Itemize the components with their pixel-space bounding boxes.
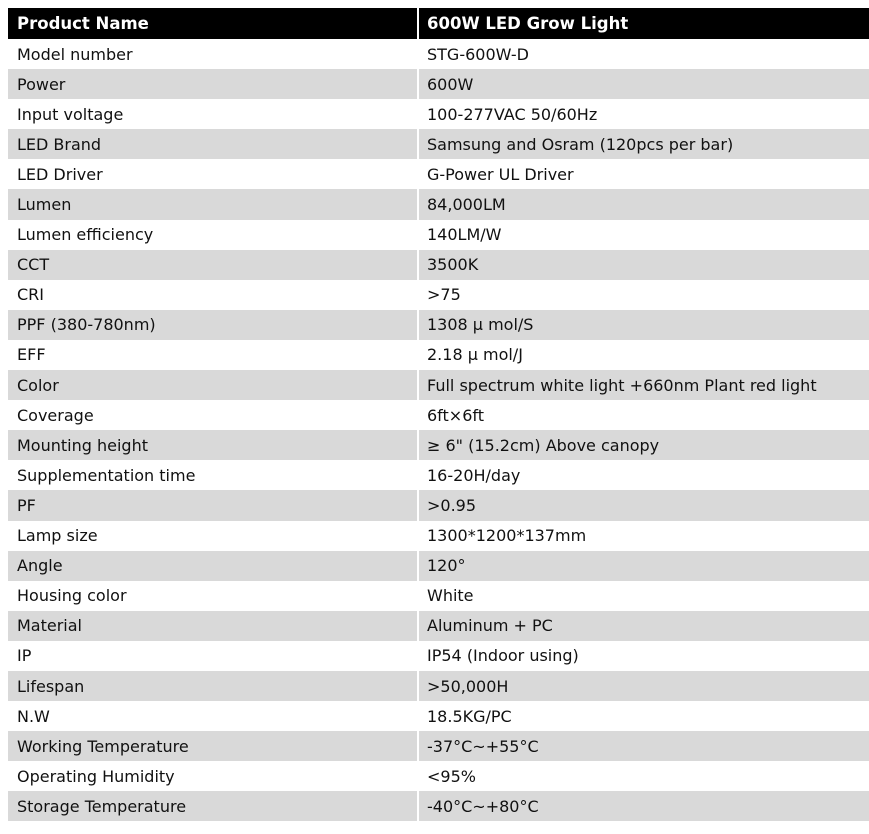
header-label: Product Name xyxy=(8,8,418,39)
row-value: 140LM/W xyxy=(418,220,869,250)
table-row xyxy=(8,641,869,671)
table-row xyxy=(8,731,869,761)
row-value: 1308 μ mol/S xyxy=(418,310,869,340)
table-row xyxy=(8,280,869,310)
row-label: Storage Temperature xyxy=(8,791,418,821)
row-label: Coverage xyxy=(8,400,418,430)
table-row xyxy=(8,551,869,581)
row-label: Lumen xyxy=(8,189,418,219)
table-row xyxy=(8,370,869,400)
row-value: >75 xyxy=(418,280,869,310)
row-value: -40°C~+80°C xyxy=(418,791,869,821)
spec-body xyxy=(8,39,869,821)
table-row xyxy=(8,39,869,69)
row-label: PPF (380-780nm) xyxy=(8,310,418,340)
row-label: CCT xyxy=(8,250,418,280)
row-value: STG-600W-D xyxy=(418,39,869,69)
table-row xyxy=(8,340,869,370)
row-label: Supplementation time xyxy=(8,460,418,490)
table-row xyxy=(8,400,869,430)
row-label: Working Temperature xyxy=(8,731,418,761)
table-row xyxy=(8,310,869,340)
row-label: LED Brand xyxy=(8,129,418,159)
row-label: Input voltage xyxy=(8,99,418,129)
row-value: 3500K xyxy=(418,250,869,280)
row-value: 1300*1200*137mm xyxy=(418,521,869,551)
table-row xyxy=(8,220,869,250)
row-label: Mounting height xyxy=(8,430,418,460)
row-label: Angle xyxy=(8,551,418,581)
row-label: Color xyxy=(8,370,418,400)
row-value: 600W xyxy=(418,69,869,99)
row-label: Lifespan xyxy=(8,671,418,701)
row-label: EFF xyxy=(8,340,418,370)
table-row xyxy=(8,69,869,99)
table-row xyxy=(8,701,869,731)
row-label: PF xyxy=(8,490,418,520)
row-value: 16-20H/day xyxy=(418,460,869,490)
row-value: -37°C~+55°C xyxy=(418,731,869,761)
row-label: CRI xyxy=(8,280,418,310)
row-value: White xyxy=(418,581,869,611)
row-label: Power xyxy=(8,69,418,99)
row-label: LED Driver xyxy=(8,159,418,189)
row-value: <95% xyxy=(418,761,869,791)
row-value: 100-277VAC 50/60Hz xyxy=(418,99,869,129)
table-header-row xyxy=(8,8,869,39)
table-row xyxy=(8,460,869,490)
row-label: N.W xyxy=(8,701,418,731)
row-label: IP xyxy=(8,641,418,671)
row-value: Samsung and Osram (120pcs per bar) xyxy=(418,129,869,159)
row-value: 18.5KG/PC xyxy=(418,701,869,731)
table-row xyxy=(8,581,869,611)
table-row xyxy=(8,791,869,821)
row-value: ≥ 6" (15.2cm) Above canopy xyxy=(418,430,869,460)
row-value: IP54 (Indoor using) xyxy=(418,641,869,671)
table-row xyxy=(8,189,869,219)
table-row xyxy=(8,611,869,641)
row-value: Aluminum + PC xyxy=(418,611,869,641)
row-label: Model number xyxy=(8,39,418,69)
row-value: 120° xyxy=(418,551,869,581)
table-row xyxy=(8,521,869,551)
table-row xyxy=(8,129,869,159)
row-label: Housing color xyxy=(8,581,418,611)
row-value: 6ft×6ft xyxy=(418,400,869,430)
row-label: Operating Humidity xyxy=(8,761,418,791)
row-label: Lamp size xyxy=(8,521,418,551)
table-row xyxy=(8,761,869,791)
table-row xyxy=(8,671,869,701)
table-row xyxy=(8,250,869,280)
header-value: 600W LED Grow Light xyxy=(418,8,869,39)
row-value: Full spectrum white light +660nm Plant red light xyxy=(418,370,869,400)
table-row xyxy=(8,159,869,189)
row-value: 2.18 μ mol/J xyxy=(418,340,869,370)
row-label: Lumen efficiency xyxy=(8,220,418,250)
row-value: G-Power UL Driver xyxy=(418,159,869,189)
table-row xyxy=(8,99,869,129)
row-label: Material xyxy=(8,611,418,641)
table-row xyxy=(8,430,869,460)
table-row xyxy=(8,490,869,520)
row-value: >50,000H xyxy=(418,671,869,701)
row-value: 84,000LM xyxy=(418,189,869,219)
row-value: >0.95 xyxy=(418,490,869,520)
spec-table xyxy=(8,8,869,821)
